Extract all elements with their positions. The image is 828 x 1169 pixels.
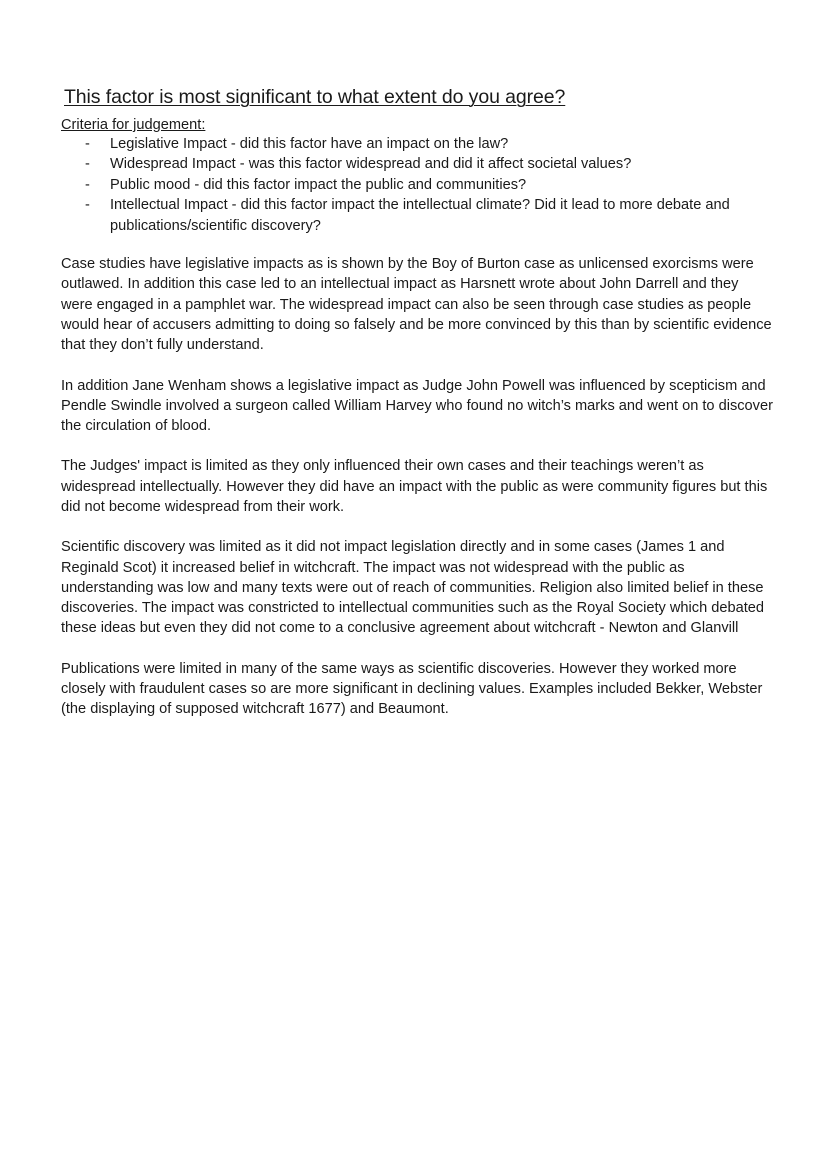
spacer	[61, 236, 773, 254]
spacer	[61, 517, 773, 537]
document-page	[61, 84, 773, 720]
bullet-dash: -	[85, 156, 90, 173]
paragraph-case-studies: Case studies have legislative impacts as is shown by the Boy of Burton case as unlicensed exorcisms were outlawed. In addition this case led to an intellectual impact as Harsnett wrote about John Darrell and they were engaged in a pamphlet war. The widespread impact can also be seen through case studies as people would hear of accusers admitting to doing so falsely and be more convinced by this than by scientific evidence that they don’t fully understand.	[61, 256, 772, 354]
paragraph-jane-wenham: In addition Jane Wenham shows a legislative impact as Judge John Powell was influenced by scepticism and Pendle Swindle involved a surgeon called William Harvey who found no witch’s marks and went on to discover the circulation of blood.	[61, 377, 773, 435]
criteria-text: Widespread Impact - was this factor widespread and did it affect societal values?	[110, 156, 632, 173]
criteria-item-intellectual	[61, 195, 773, 236]
spacer	[61, 639, 773, 659]
criteria-text: Intellectual Impact - did this factor impact the intellectual climate? Did it lead to more debate and publications/scientific discovery?	[110, 197, 730, 234]
paragraph-publications: Publications were limited in many of the same ways as scientific discoveries. However they worked more closely with fraudulent cases so are more significant in declining values. Examples included Bekker, Webster (the displaying of supposed witchcraft 1677) and Beaumont.	[61, 660, 763, 718]
bullet-dash: -	[85, 197, 90, 214]
criteria-list	[61, 134, 773, 236]
paragraph-judges: The Judges' impact is limited as they only influenced their own cases and their teachings weren’t as widespread intellectually. However they did have an impact with the public as were community figures but this did not become widespread from their work.	[61, 458, 768, 515]
bullet-dash: -	[85, 176, 90, 193]
criteria-item-widespread	[61, 154, 773, 174]
criteria-item-legislative	[61, 134, 773, 154]
document-title: This factor is most significant to what extent do you agree?	[64, 86, 566, 108]
criteria-text: Legislative Impact - did this factor have an impact on the law?	[110, 136, 509, 152]
paragraph-scientific-discovery: Scientific discovery was limited as it did not impact legislation directly and in some cases (James 1 and Reginald Scot) it increased belief in witchcraft. The impact was not widespread with the public as understanding was low and many texts were out of reach of communities. Religion also limited belief in these discoveries. The impact was constricted to intellectual communities such as the Royal Society which debated these ideas but even they did not come to a conclusive agreement about witchcraft - Newton and Glanvill	[61, 539, 765, 637]
criteria-item-public-mood	[61, 175, 773, 195]
spacer	[61, 356, 773, 376]
criteria-label: Criteria for judgement:	[61, 117, 206, 133]
criteria-text: Public mood - did this factor impact the public and communities?	[110, 176, 527, 193]
bullet-dash: -	[85, 136, 90, 152]
spacer	[61, 436, 773, 456]
